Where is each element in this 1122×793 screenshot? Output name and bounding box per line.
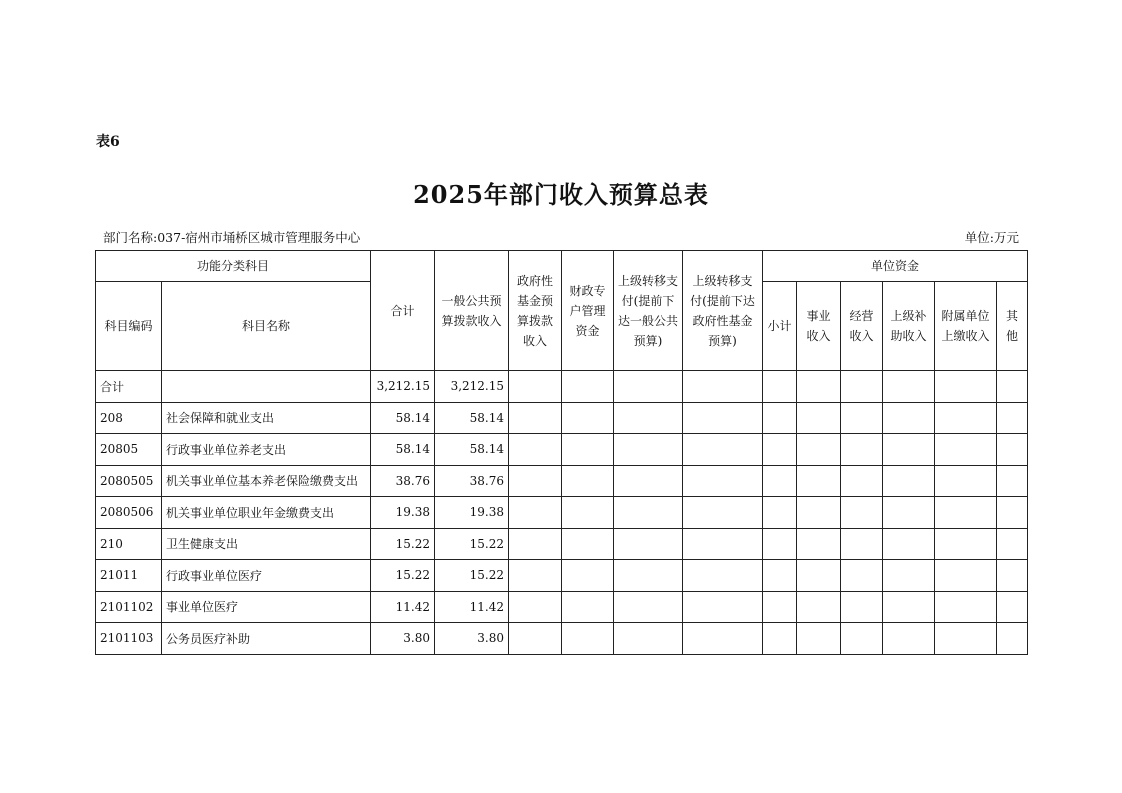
empty-cell	[614, 465, 683, 497]
empty-cell	[997, 402, 1028, 434]
row-name: 行政事业单位养老支出	[162, 434, 371, 466]
empty-cell	[562, 497, 614, 529]
empty-cell	[883, 623, 935, 655]
row-code: 2101102	[96, 591, 162, 623]
empty-cell	[562, 465, 614, 497]
empty-cell	[883, 591, 935, 623]
empty-cell	[841, 402, 883, 434]
budget-table	[95, 250, 1028, 655]
empty-cell	[841, 528, 883, 560]
empty-cell	[614, 497, 683, 529]
empty-cell	[997, 465, 1028, 497]
empty-cell	[683, 371, 763, 403]
row-general-budget: 3.80	[435, 623, 509, 655]
empty-cell	[683, 465, 763, 497]
empty-cell	[614, 560, 683, 592]
empty-cell	[883, 560, 935, 592]
empty-cell	[841, 371, 883, 403]
header-affiliated-remit: 附属单位上缴收入	[935, 282, 997, 371]
empty-cell	[763, 402, 797, 434]
row-total: 19.38	[371, 497, 435, 529]
empty-cell	[797, 371, 841, 403]
table-row	[96, 623, 1028, 655]
empty-cell	[935, 402, 997, 434]
row-code: 20805	[96, 434, 162, 466]
header-total: 合计	[371, 251, 435, 371]
empty-cell	[997, 371, 1028, 403]
empty-cell	[883, 465, 935, 497]
header-general-budget: 一般公共预算拨款收入	[435, 251, 509, 371]
empty-cell	[763, 528, 797, 560]
empty-cell	[509, 465, 562, 497]
empty-cell	[683, 497, 763, 529]
row-total: 3,212.15	[371, 371, 435, 403]
empty-cell	[797, 528, 841, 560]
empty-cell	[883, 434, 935, 466]
empty-cell	[614, 402, 683, 434]
empty-cell	[562, 560, 614, 592]
row-general-budget: 58.14	[435, 402, 509, 434]
empty-cell	[614, 434, 683, 466]
row-general-budget: 15.22	[435, 528, 509, 560]
empty-cell	[935, 591, 997, 623]
row-code: 合计	[96, 371, 162, 403]
row-name: 卫生健康支出	[162, 528, 371, 560]
header-operating-income: 经营收入	[841, 282, 883, 371]
empty-cell	[841, 560, 883, 592]
row-name: 机关事业单位职业年金缴费支出	[162, 497, 371, 529]
empty-cell	[841, 591, 883, 623]
empty-cell	[509, 591, 562, 623]
empty-cell	[614, 528, 683, 560]
row-total: 58.14	[371, 434, 435, 466]
empty-cell	[841, 623, 883, 655]
row-total: 3.80	[371, 623, 435, 655]
empty-cell	[509, 623, 562, 655]
table-row	[96, 465, 1028, 497]
table-row	[96, 434, 1028, 466]
empty-cell	[997, 497, 1028, 529]
empty-cell	[997, 434, 1028, 466]
header-fiscal-special: 财政专户管理资金	[562, 251, 614, 371]
empty-cell	[763, 497, 797, 529]
header-superior-subsidy: 上级补助收入	[883, 282, 935, 371]
empty-cell	[763, 465, 797, 497]
row-code: 210	[96, 528, 162, 560]
empty-cell	[841, 465, 883, 497]
table-row	[96, 497, 1028, 529]
empty-cell	[883, 528, 935, 560]
empty-cell	[797, 402, 841, 434]
department-name: 部门名称:037-宿州市埇桥区城市管理服务中心	[103, 230, 361, 245]
empty-cell	[935, 371, 997, 403]
table-row	[96, 402, 1028, 434]
row-name	[162, 371, 371, 403]
row-code: 21011	[96, 560, 162, 592]
row-total: 15.22	[371, 560, 435, 592]
header-code: 科目编码	[96, 282, 162, 371]
empty-cell	[562, 528, 614, 560]
row-name: 机关事业单位基本养老保险缴费支出	[162, 465, 371, 497]
empty-cell	[797, 591, 841, 623]
empty-cell	[935, 623, 997, 655]
empty-cell	[763, 371, 797, 403]
row-code: 2101103	[96, 623, 162, 655]
page-title: 2025年部门收入预算总表	[413, 180, 709, 209]
unit-label: 单位:万元	[964, 230, 1019, 245]
row-code: 2080505	[96, 465, 162, 497]
table-number-label: 表6	[96, 134, 120, 150]
empty-cell	[562, 402, 614, 434]
table-row	[96, 591, 1028, 623]
row-code: 208	[96, 402, 162, 434]
row-name: 公务员医疗补助	[162, 623, 371, 655]
empty-cell	[763, 434, 797, 466]
empty-cell	[763, 623, 797, 655]
row-general-budget: 19.38	[435, 497, 509, 529]
empty-cell	[614, 591, 683, 623]
row-name: 社会保障和就业支出	[162, 402, 371, 434]
header-gov-fund: 政府性基金预算拨款收入	[509, 251, 562, 371]
header-business-income: 事业收入	[797, 282, 841, 371]
empty-cell	[797, 623, 841, 655]
row-general-budget: 3,212.15	[435, 371, 509, 403]
empty-cell	[509, 402, 562, 434]
header-subtotal: 小计	[763, 282, 797, 371]
empty-cell	[562, 591, 614, 623]
empty-cell	[683, 434, 763, 466]
empty-cell	[509, 560, 562, 592]
empty-cell	[997, 623, 1028, 655]
table-row	[96, 528, 1028, 560]
empty-cell	[509, 434, 562, 466]
empty-cell	[935, 434, 997, 466]
row-general-budget: 38.76	[435, 465, 509, 497]
row-general-budget: 15.22	[435, 560, 509, 592]
empty-cell	[997, 560, 1028, 592]
row-total: 11.42	[371, 591, 435, 623]
empty-cell	[935, 560, 997, 592]
row-name: 事业单位医疗	[162, 591, 371, 623]
empty-cell	[935, 497, 997, 529]
empty-cell	[797, 560, 841, 592]
empty-cell	[509, 528, 562, 560]
row-general-budget: 11.42	[435, 591, 509, 623]
row-code: 2080506	[96, 497, 162, 529]
empty-cell	[935, 465, 997, 497]
empty-cell	[797, 434, 841, 466]
empty-cell	[614, 623, 683, 655]
header-transfer-general: 上级转移支付(提前下达一般公共预算)	[614, 251, 683, 371]
empty-cell	[997, 528, 1028, 560]
empty-cell	[509, 371, 562, 403]
empty-cell	[997, 591, 1028, 623]
header-function-class: 功能分类科目	[96, 251, 371, 282]
empty-cell	[562, 434, 614, 466]
empty-cell	[562, 623, 614, 655]
empty-cell	[562, 371, 614, 403]
empty-cell	[683, 591, 763, 623]
empty-cell	[883, 371, 935, 403]
empty-cell	[763, 591, 797, 623]
table-row	[96, 560, 1028, 592]
empty-cell	[841, 497, 883, 529]
header-other: 其他	[997, 282, 1028, 371]
empty-cell	[883, 497, 935, 529]
header-transfer-gov-fund: 上级转移支付(提前下达政府性基金预算)	[683, 251, 763, 371]
empty-cell	[683, 402, 763, 434]
empty-cell	[683, 528, 763, 560]
row-general-budget: 58.14	[435, 434, 509, 466]
empty-cell	[935, 528, 997, 560]
row-total: 38.76	[371, 465, 435, 497]
empty-cell	[614, 371, 683, 403]
row-name: 行政事业单位医疗	[162, 560, 371, 592]
empty-cell	[763, 560, 797, 592]
header-unit-funds: 单位资金	[763, 251, 1028, 282]
row-total: 58.14	[371, 402, 435, 434]
empty-cell	[509, 497, 562, 529]
row-total: 15.22	[371, 528, 435, 560]
empty-cell	[683, 560, 763, 592]
empty-cell	[683, 623, 763, 655]
empty-cell	[797, 465, 841, 497]
empty-cell	[883, 402, 935, 434]
table-row	[96, 371, 1028, 403]
header-name: 科目名称	[162, 282, 371, 371]
empty-cell	[797, 497, 841, 529]
empty-cell	[841, 434, 883, 466]
